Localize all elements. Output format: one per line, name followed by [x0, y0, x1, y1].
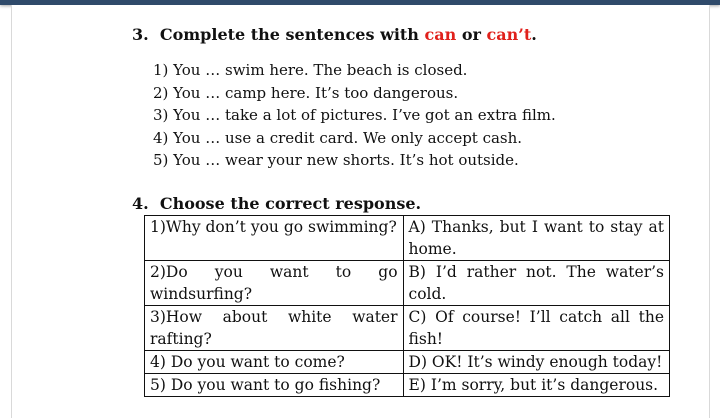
sentence-item: 5) You … wear your new shorts. It’s hot outside.: [153, 151, 519, 169]
sentence-item: 3) You … take a lot of pictures. I’ve got an extra film.: [153, 106, 556, 124]
exercise-3-heading: [132, 25, 537, 45]
question-cell: 1)Why don’t you go swimming?: [145, 216, 404, 261]
sentence-item: 4) You … use a credit card. We only accept cash.: [153, 128, 523, 147]
exercise-4-number: 4.: [132, 194, 149, 213]
word-can: can: [424, 25, 457, 44]
worksheet-page: [11, 5, 710, 418]
answer-cell: D) OK! It’s windy enough today!: [403, 351, 669, 374]
exercise-3-title-prefix: Complete the sentences with: [159, 25, 419, 44]
sentence-item: 2) You … camp here. It’s too dangerous.: [153, 83, 459, 102]
exercise-4-heading: [132, 194, 421, 214]
table-row: [145, 306, 670, 351]
answer-cell: C) Of course! I’ll catch all the fish!: [403, 306, 669, 351]
word-cant: can’t: [486, 25, 532, 44]
sentence-item: 1) You … swim here. The beach is closed.: [153, 61, 468, 79]
exercise-3-number: 3.: [132, 25, 149, 44]
question-cell: 4) Do you want to come?: [145, 351, 404, 374]
question-cell: 2)Do you want to go windsurfing?: [145, 261, 404, 306]
exercise-3-period: .: [531, 25, 537, 44]
response-table: [144, 215, 670, 397]
exercise-4-title: Choose the correct response.: [159, 194, 422, 213]
answer-cell: A) Thanks, but I want to stay at home.: [403, 216, 669, 261]
table-row: [145, 261, 670, 306]
answer-cell: E) I’m sorry, but it’s dangerous.: [403, 374, 669, 397]
table-row: [145, 351, 670, 374]
question-cell: 5) Do you want to go fishing?: [145, 374, 404, 397]
question-cell: 3)How about white water rafting?: [145, 306, 404, 351]
sentence-list: [153, 59, 556, 172]
answer-cell: B) I’d rather not. The water’s cold.: [403, 261, 669, 306]
table-row: [145, 374, 670, 397]
table-row: [145, 216, 670, 261]
word-or: or: [461, 25, 481, 44]
